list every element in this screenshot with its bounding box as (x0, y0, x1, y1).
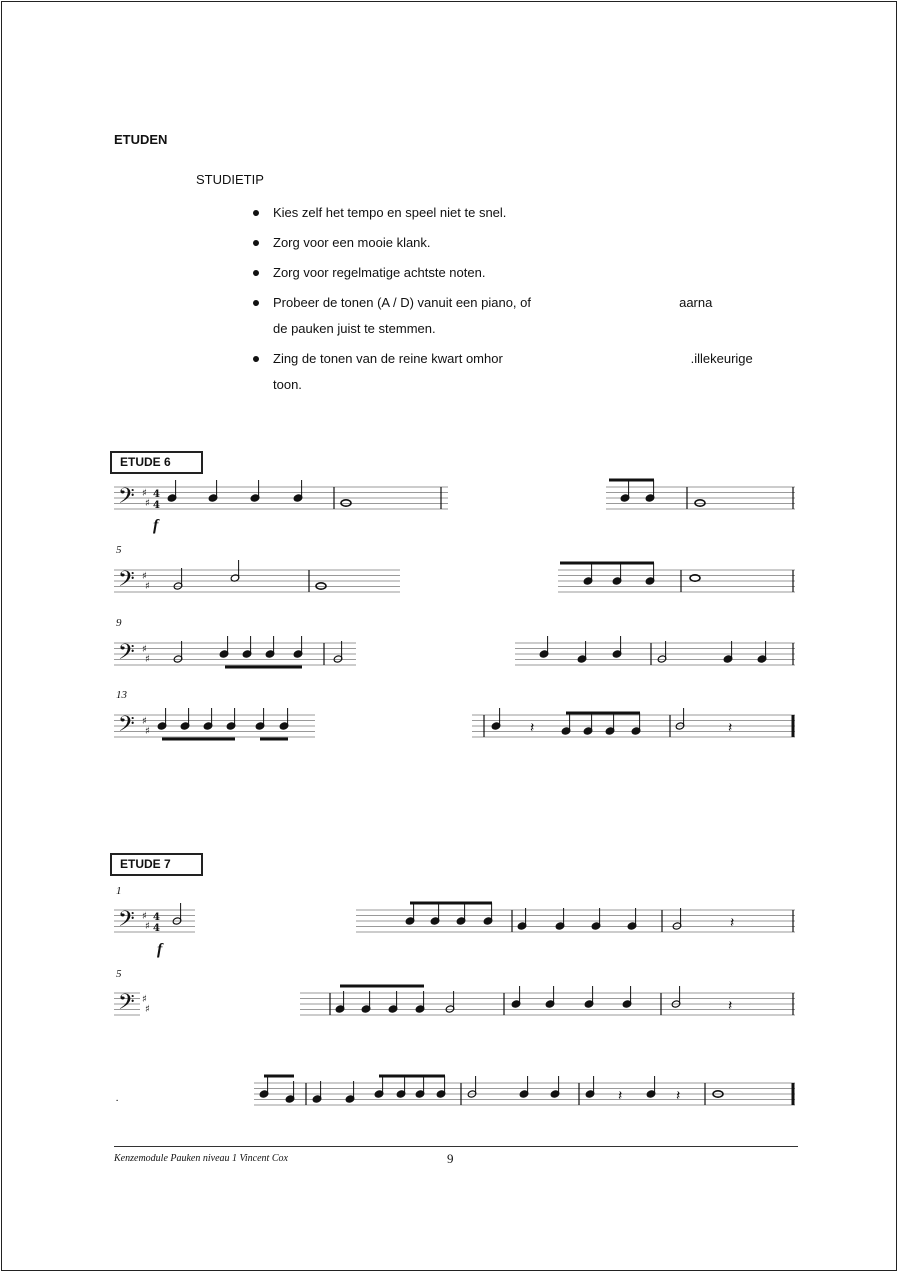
key-sharp-icon: ♯ (145, 654, 150, 665)
footer-rule (114, 1146, 798, 1147)
study-tip-item: Zorg voor een mooie klank. (246, 230, 786, 256)
key-sharp-icon: ♯ (142, 571, 147, 582)
quarter-rest-icon: 𝄽 (618, 1088, 623, 1104)
bass-clef-icon: 𝄢 (118, 484, 135, 514)
measure-number: 5 (116, 968, 122, 980)
quarter-rest-icon: 𝄽 (728, 720, 733, 736)
dynamic-forte: f (157, 941, 163, 958)
measure-number: 9 (116, 617, 122, 629)
time-signature: 4 (153, 489, 160, 500)
bass-clef-icon: 𝄢 (118, 907, 135, 937)
study-tip-title: STUDIETIP (196, 172, 264, 187)
bass-clef-icon: 𝄢 (118, 640, 135, 670)
bass-clef-icon: 𝄢 (118, 712, 135, 742)
note-icon (341, 500, 351, 506)
etude-7-label: ETUDE 7 (110, 853, 203, 876)
key-sharp-icon: ♯ (142, 994, 147, 1005)
key-sharp-icon: ♯ (142, 911, 147, 922)
note-icon (695, 500, 705, 506)
page-number: 9 (447, 1151, 454, 1166)
study-tip-item: Zing de tonen van de reine kwart omhor .illekeurige toon. (246, 346, 786, 398)
key-sharp-icon: ♯ (145, 726, 150, 737)
quarter-rest-icon: 𝄽 (530, 720, 535, 736)
footer-credit: Kenzemodule Pauken niveau 1 Vincent Cox (114, 1153, 288, 1164)
measure-number: . (116, 1092, 119, 1104)
key-sharp-icon: ♯ (145, 921, 150, 932)
etude-6-label: ETUDE 6 (110, 451, 203, 474)
quarter-rest-icon: 𝄽 (730, 915, 735, 931)
key-sharp-icon: ♯ (142, 716, 147, 727)
measure-number: 13 (116, 689, 127, 701)
bass-clef-icon: 𝄢 (118, 567, 135, 597)
study-tip-item: Probeer de tonen (A / D) vanuit een piano, of aarna de pauken juist te stemmen. (246, 290, 786, 342)
key-sharp-icon: ♯ (142, 488, 147, 499)
dynamic-forte: f (153, 517, 159, 534)
time-signature: 4 (153, 500, 160, 511)
note-icon (316, 583, 326, 589)
page-heading: ETUDEN (114, 132, 168, 147)
study-tip-item: Zorg voor regelmatige achtste noten. (246, 260, 786, 286)
key-sharp-icon: ♯ (145, 581, 150, 592)
time-signature: 4 (153, 912, 160, 923)
measure-number: 5 (116, 544, 122, 556)
quarter-rest-icon: 𝄽 (676, 1088, 681, 1104)
study-tip-item: Kies zelf het tempo en speel niet te snel. (246, 200, 786, 226)
bass-clef-icon: 𝄢 (118, 990, 135, 1020)
key-sharp-icon: ♯ (142, 644, 147, 655)
quarter-rest-icon: 𝄽 (728, 998, 733, 1014)
measure-number: 1 (116, 885, 122, 897)
time-signature: 4 (153, 923, 160, 934)
key-sharp-icon: ♯ (145, 498, 150, 509)
key-sharp-icon: ♯ (145, 1004, 150, 1015)
